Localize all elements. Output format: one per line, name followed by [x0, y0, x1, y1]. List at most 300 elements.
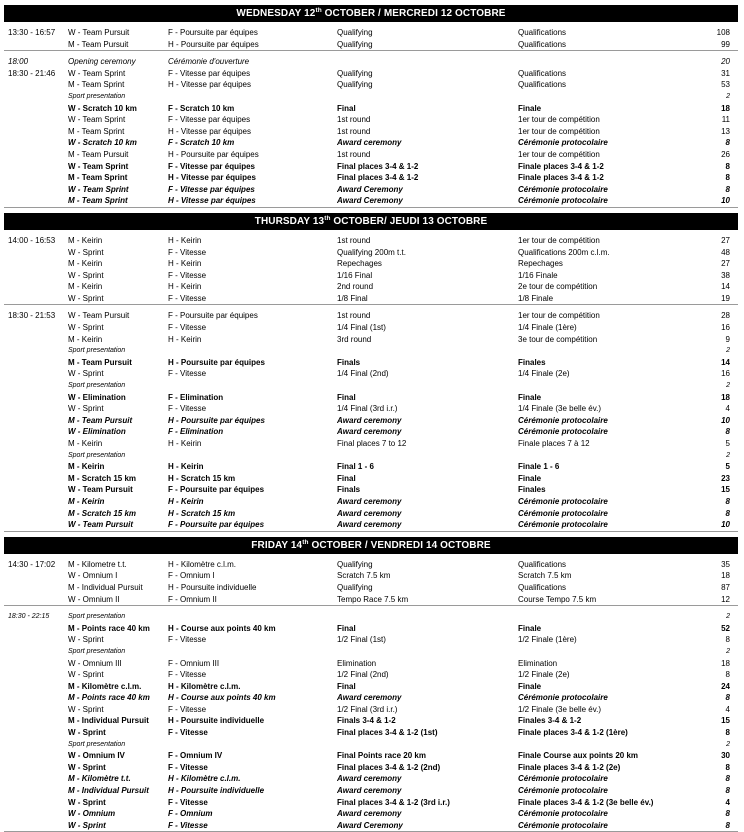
duration-value: 16: [721, 369, 730, 379]
event-name-en: W - Omnium I: [68, 571, 118, 581]
schedule-row: [4, 634, 738, 646]
schedule-row: [4, 392, 738, 404]
event-name-en: M - Keirin: [68, 334, 103, 344]
event-name-en: M - Points race 40 km: [68, 623, 150, 633]
schedule-row: [4, 704, 738, 716]
schedule-row: [4, 345, 738, 357]
round-fr: Cérémonie protocolaire: [518, 196, 608, 206]
round-en: Finals: [337, 357, 361, 367]
duration-value: 8: [725, 427, 730, 437]
schedule-row: [4, 126, 738, 138]
round-en: Award Ceremony: [337, 820, 403, 830]
round-en: Award ceremony: [337, 774, 402, 784]
duration-value: 2: [726, 740, 730, 748]
round-en: Final places 3-4 & 1-2 (1st): [337, 728, 438, 738]
schedule-row: [4, 797, 738, 809]
event-name-en: W - Sprint: [68, 820, 106, 830]
schedule-row: [4, 692, 738, 704]
round-fr: 1/16 Finale: [518, 270, 558, 280]
duration-value: 15: [721, 716, 730, 726]
session-block: [4, 27, 738, 51]
event-name-fr: H - Course aux points 40 km: [168, 693, 276, 703]
round-fr: Qualifications: [518, 68, 567, 78]
event-name-en: M - Team Sprint: [68, 196, 128, 206]
event-name-en: W - Sprint: [68, 728, 106, 738]
round-fr: Finale: [518, 392, 542, 402]
duration-value: 8: [725, 786, 730, 796]
event-name-fr: F - Omnium IV: [168, 751, 223, 761]
event-name-en: W - Team Sprint: [68, 115, 126, 125]
duration-value: 30: [721, 751, 730, 761]
duration-value: 8: [725, 496, 730, 506]
event-name-fr: H - Poursuite individuelle: [168, 786, 265, 796]
session-block: [4, 235, 738, 306]
event-name-en: W - Sprint: [68, 293, 104, 303]
schedule-row: [4, 658, 738, 670]
round-en: Qualifying: [337, 582, 373, 592]
round-fr: Finale places 3-4 & 1-2 (3e belle év.): [518, 797, 654, 807]
session-time: 18:30 - 22:15: [8, 613, 50, 621]
round-fr: 1/2 Finale (1ère): [518, 635, 577, 645]
day-header: FRIDAY 14th OCTOBER / VENDREDI 14 OCTOBRE: [4, 537, 738, 554]
event-name-en: Sport presentation: [68, 451, 126, 459]
schedule-row: [4, 762, 738, 774]
event-name-fr: F - Vitesse: [168, 293, 207, 303]
schedule-row: [4, 559, 738, 571]
duration-value: 8: [725, 728, 730, 738]
schedule-row: [4, 785, 738, 797]
round-fr: Repechages: [518, 259, 563, 269]
event-name-fr: H - Poursuite par équipes: [168, 357, 265, 367]
duration-value: 2: [726, 613, 730, 621]
duration-value: 8: [725, 161, 730, 171]
schedule-row: [4, 438, 738, 450]
event-name-fr: F - Omnium III: [168, 658, 220, 668]
duration-value: 5: [725, 439, 730, 448]
schedule-row: [4, 39, 738, 51]
event-name-fr: H - Keirin: [168, 235, 202, 245]
duration-value: 24: [721, 681, 730, 691]
duration-value: 18: [721, 103, 730, 113]
event-name-en: M - Keirin: [68, 259, 103, 269]
round-en: Final 1 - 6: [337, 462, 374, 472]
schedule-row: [4, 715, 738, 727]
schedule-row: [4, 450, 738, 462]
duration-value: 48: [721, 247, 730, 257]
round-en: Qualifying: [337, 39, 373, 49]
event-name-fr: F - Omnium: [168, 809, 213, 819]
round-en: 1/4 Final (2nd): [337, 369, 389, 379]
round-en: Qualifying: [337, 28, 373, 37]
round-en: Qualifying: [337, 559, 373, 569]
round-fr: Finale places 7 à 12: [518, 439, 590, 448]
event-name-fr: F - Vitesse: [168, 797, 208, 807]
event-name-fr: F - Vitesse: [168, 369, 207, 379]
schedule-row: [4, 611, 738, 623]
round-en: Final Points race 20 km: [337, 751, 426, 761]
event-name-en: W - Sprint: [68, 635, 104, 645]
round-fr: Finale places 3-4 & 1-2: [518, 173, 604, 183]
session-block: [4, 559, 738, 606]
event-name-en: W - Sprint: [68, 247, 104, 257]
schedule-row: [4, 426, 738, 438]
schedule-row: [4, 334, 738, 346]
schedule-row: [4, 473, 738, 485]
session-time: 13:30 - 16:57: [8, 28, 56, 37]
event-name-fr: H - Poursuite individuelle: [168, 582, 257, 592]
event-name-en: M - Keirin: [68, 462, 105, 472]
duration-value: 35: [721, 559, 730, 569]
round-en: 3rd round: [337, 334, 372, 344]
schedule-row: [4, 570, 738, 582]
round-fr: Finale: [518, 623, 542, 633]
event-name-fr: F - Vitesse par équipes: [168, 115, 251, 125]
schedule-row: [4, 646, 738, 658]
event-name-fr: F - Scratch 10 km: [168, 103, 235, 113]
duration-value: 8: [725, 762, 730, 772]
round-fr: Cérémonie protocolaire: [518, 508, 608, 518]
event-name-en: W - Team Sprint: [68, 161, 129, 171]
round-fr: Cérémonie protocolaire: [518, 496, 608, 506]
schedule-row: [4, 669, 738, 681]
round-en: Scratch 7.5 km: [337, 571, 391, 581]
round-fr: Finale 1 - 6: [518, 462, 560, 472]
duration-value: 8: [725, 184, 730, 194]
duration-value: 2: [726, 647, 730, 655]
event-name-en: Sport presentation: [68, 647, 126, 655]
ordinal-suffix: th: [315, 7, 322, 14]
schedule-row: [4, 582, 738, 594]
schedule-row: [4, 739, 738, 751]
event-name-fr: H - Keirin: [168, 334, 202, 344]
round-fr: Finale: [518, 473, 542, 483]
round-fr: Cérémonie protocolaire: [518, 427, 608, 437]
duration-value: 28: [721, 311, 730, 321]
event-name-en: M - Team Pursuit: [68, 149, 129, 159]
round-en: 1st round: [337, 115, 371, 125]
event-name-fr: H - Keirin: [168, 439, 202, 448]
round-en: Final: [337, 623, 356, 633]
event-name-fr: H - Keirin: [168, 282, 202, 292]
event-name-en: W - Sprint: [68, 670, 104, 680]
schedule-row: [4, 484, 738, 496]
schedule-row: [4, 403, 738, 415]
duration-value: 12: [721, 594, 730, 604]
round-fr: 1er tour de compétition: [518, 311, 600, 321]
round-en: Award ceremony: [337, 427, 402, 437]
schedule-row: [4, 357, 738, 369]
event-name-en: M - Kilometre t.t.: [68, 559, 127, 569]
round-fr: Finales 3-4 & 1-2: [518, 716, 582, 726]
round-fr: Cérémonie protocolaire: [518, 184, 608, 194]
event-name-en: M - Keirin: [68, 235, 103, 245]
event-name-en: M - Scratch 15 km: [68, 508, 137, 518]
round-fr: Cérémonie protocolaire: [518, 520, 608, 530]
event-name-fr: H - Vitesse par équipes: [168, 126, 252, 136]
schedule-row: [4, 172, 738, 184]
event-name-en: M - Individual Pursuit: [68, 786, 149, 796]
event-name-fr: H - Vitesse par équipes: [168, 196, 256, 206]
event-name-fr: H - Poursuite par équipes: [168, 39, 259, 49]
schedule-row: [4, 310, 738, 322]
duration-value: 4: [725, 404, 730, 414]
event-name-fr: F - Vitesse: [168, 635, 207, 645]
event-name-en: W - Sprint: [68, 762, 106, 772]
duration-value: 8: [725, 820, 730, 830]
event-name-en: M - Team Sprint: [68, 173, 128, 183]
round-fr: 2e tour de compétition: [518, 282, 598, 292]
duration-value: 38: [721, 270, 730, 280]
event-name-fr: H - Poursuite individuelle: [168, 716, 265, 726]
schedule-row: [4, 508, 738, 520]
event-name-fr: F - Poursuite par équipes: [168, 485, 265, 495]
event-name-fr: F - Omnium I: [168, 571, 215, 581]
event-name-en: Opening ceremony: [68, 57, 136, 67]
duration-value: 13: [721, 126, 730, 136]
event-name-fr: F - Scratch 10 km: [168, 138, 235, 148]
round-fr: Finale places 3-4 & 1-2 (2e): [518, 762, 621, 772]
round-en: 1/2 Final (3rd i.r.): [337, 704, 398, 714]
event-name-en: Sport presentation: [68, 382, 126, 390]
round-en: 1/4 Final (3rd i.r.): [337, 404, 398, 414]
round-en: Final places 3-4 & 1-2 (3rd i.r.): [337, 797, 450, 807]
round-fr: 1er tour de compétition: [518, 149, 600, 159]
round-fr: 1er tour de compétition: [518, 126, 600, 136]
round-en: Award Ceremony: [337, 196, 403, 206]
duration-value: 26: [721, 149, 730, 159]
event-name-fr: F - Vitesse: [168, 270, 207, 280]
event-name-en: W - Omnium III: [68, 658, 122, 668]
schedule-row: [4, 623, 738, 635]
day-header: THURSDAY 13th OCTOBER/ JEUDI 13 OCTOBRE: [4, 213, 738, 230]
duration-value: 8: [725, 774, 730, 784]
event-name-fr: H - Kilomètre c.l.m.: [168, 681, 241, 691]
event-name-en: M - Scratch 15 km: [68, 473, 137, 483]
event-name-en: W - Team Sprint: [68, 184, 129, 194]
duration-value: 8: [725, 173, 730, 183]
duration-value: 4: [725, 704, 730, 714]
event-name-en: W - Omnium: [68, 809, 116, 819]
schedule-row: [4, 137, 738, 149]
event-name-en: M - Keirin: [68, 439, 103, 448]
duration-value: 87: [721, 582, 730, 592]
event-name-fr: F - Vitesse par équipes: [168, 161, 255, 171]
schedule-row: [4, 496, 738, 508]
event-name-en: M - Team Sprint: [68, 126, 125, 136]
event-name-en: M - Kilomètre t.t.: [68, 774, 131, 784]
schedule-row: [4, 773, 738, 785]
event-name-en: M - Individual Pursuit: [68, 582, 143, 592]
schedule-row: [4, 681, 738, 693]
event-name-fr: H - Vitesse par équipes: [168, 173, 256, 183]
round-fr: Cérémonie protocolaire: [518, 693, 608, 703]
duration-value: 8: [725, 693, 730, 703]
duration-value: 8: [725, 635, 730, 645]
round-fr: Cérémonie protocolaire: [518, 809, 608, 819]
event-name-fr: F - Vitesse: [168, 404, 207, 414]
schedule-row: [4, 293, 738, 305]
event-name-fr: H - Kilomètre c.l.m.: [168, 774, 241, 784]
round-fr: Finale Course aux points 20 km: [518, 751, 639, 761]
duration-value: 14: [721, 357, 730, 367]
duration-value: 27: [721, 235, 730, 245]
event-name-en: Sport presentation: [68, 613, 126, 621]
schedule-row: [4, 820, 738, 832]
duration-value: 27: [721, 259, 730, 269]
event-name-fr: F - Elimination: [168, 427, 224, 437]
duration-value: 52: [721, 623, 730, 633]
round-fr: Finale: [518, 103, 542, 113]
duration-value: 99: [721, 39, 730, 49]
schedule-row: [4, 103, 738, 115]
duration-value: 20: [721, 57, 730, 67]
round-en: 1st round: [337, 235, 371, 245]
duration-value: 23: [721, 473, 730, 483]
schedule-row: [4, 415, 738, 427]
round-en: Award ceremony: [337, 508, 402, 518]
duration-value: 18: [721, 392, 730, 402]
round-en: Award ceremony: [337, 786, 402, 796]
event-name-fr: H - Scratch 15 km: [168, 508, 236, 518]
round-en: Final places 3-4 & 1-2 (2nd): [337, 762, 441, 772]
duration-value: 18: [721, 571, 730, 581]
event-name-en: W - Team Sprint: [68, 68, 126, 78]
round-en: Award ceremony: [337, 138, 402, 148]
event-name-fr: F - Poursuite par équipes: [168, 520, 265, 530]
event-name-fr: H - Keirin: [168, 259, 202, 269]
round-en: Award ceremony: [337, 520, 402, 530]
event-name-fr: F - Vitesse: [168, 670, 207, 680]
event-name-en: W - Omnium IV: [68, 751, 125, 761]
round-fr: Finales: [518, 485, 546, 495]
round-fr: 1/4 Finale (3e belle év.): [518, 404, 602, 414]
event-name-fr: H - Poursuite par équipes: [168, 149, 259, 159]
event-name-en: W - Sprint: [68, 404, 104, 414]
schedule-row: [4, 281, 738, 293]
schedule-row: [4, 91, 738, 103]
round-fr: 1/2 Finale (2e): [518, 670, 570, 680]
event-name-fr: F - Omnium II: [168, 594, 217, 604]
duration-value: 2: [726, 382, 730, 390]
schedule-row: [4, 68, 738, 80]
round-fr: 1/4 Finale (2e): [518, 369, 570, 379]
event-name-fr: F - Vitesse par équipes: [168, 68, 251, 78]
schedule-row: [4, 184, 738, 196]
round-fr: Qualifications: [518, 80, 567, 90]
round-fr: Qualifications: [518, 28, 567, 37]
event-name-en: W - Elimination: [68, 392, 126, 402]
event-name-en: M - Points race 40 km: [68, 693, 150, 703]
duration-value: 9: [725, 334, 730, 344]
event-name-fr: Cérémonie d'ouverture: [168, 57, 250, 67]
round-en: 1/2 Final (2nd): [337, 670, 389, 680]
round-en: Qualifying 200m t.t.: [337, 247, 406, 257]
schedule-row: [4, 235, 738, 247]
schedule-row: [4, 247, 738, 259]
round-en: Finals: [337, 485, 361, 495]
schedule-row: [4, 149, 738, 161]
event-name-fr: H - Scratch 15 km: [168, 473, 236, 483]
round-en: 1st round: [337, 126, 371, 136]
event-name-en: M - Team Pursuit: [68, 357, 132, 367]
round-en: Repechages: [337, 259, 382, 269]
event-name-fr: F - Elimination: [168, 392, 224, 402]
round-en: Final: [337, 103, 356, 113]
event-name-en: Sport presentation: [68, 92, 126, 100]
session-time: 14:00 - 16:53: [8, 235, 56, 245]
event-name-fr: H - Poursuite par équipes: [168, 415, 265, 425]
event-name-en: M - Team Pursuit: [68, 39, 129, 49]
duration-value: 8: [725, 809, 730, 819]
duration-value: 4: [725, 797, 730, 807]
round-fr: Cérémonie protocolaire: [518, 138, 608, 148]
round-en: Qualifying: [337, 80, 373, 90]
round-en: 1/8 Final: [337, 293, 368, 303]
duration-value: 8: [725, 138, 730, 148]
round-en: Award Ceremony: [337, 184, 403, 194]
schedule-row: [4, 368, 738, 380]
schedule-row: [4, 56, 738, 68]
duration-value: 2: [726, 347, 730, 355]
schedule-row: [4, 808, 738, 820]
duration-value: 19: [721, 293, 730, 303]
session-time: 18:30 - 21:46: [8, 68, 56, 78]
schedule-row: [4, 750, 738, 762]
duration-value: 2: [726, 451, 730, 459]
round-en: Qualifying: [337, 68, 373, 78]
schedule-row: [4, 519, 738, 531]
round-en: 1/4 Final (1st): [337, 323, 386, 333]
event-name-fr: F - Poursuite par équipes: [168, 311, 258, 321]
round-en: 2nd round: [337, 282, 374, 292]
round-fr: Qualifications: [518, 582, 567, 592]
event-name-fr: F - Vitesse: [168, 762, 208, 772]
schedule-row: [4, 195, 738, 207]
duration-value: 5: [725, 462, 730, 472]
duration-value: 15: [721, 485, 730, 495]
duration-value: 8: [725, 508, 730, 518]
duration-value: 31: [721, 68, 730, 78]
event-name-en: M - Kilomètre c.l.m.: [68, 681, 142, 691]
schedule-row: [4, 594, 738, 606]
event-name-en: W - Team Pursuit: [68, 28, 130, 37]
event-name-en: Sport presentation: [68, 347, 126, 355]
schedule-row: [4, 270, 738, 282]
round-fr: Course Tempo 7.5 km: [518, 594, 597, 604]
round-fr: Cérémonie protocolaire: [518, 774, 608, 784]
event-name-fr: H - Keirin: [168, 462, 204, 472]
round-fr: Finale: [518, 681, 542, 691]
event-name-en: W - Scratch 10 km: [68, 103, 137, 113]
event-name-fr: F - Vitesse: [168, 820, 208, 830]
schedule-row: [4, 114, 738, 126]
round-en: Final places 3-4 & 1-2: [337, 161, 419, 171]
event-name-en: W - Elimination: [68, 427, 126, 437]
round-en: Final: [337, 681, 356, 691]
round-fr: Qualifications: [518, 39, 567, 49]
event-name-en: W - Sprint: [68, 369, 104, 379]
duration-value: 11: [721, 115, 730, 125]
event-name-en: Sport presentation: [68, 740, 126, 748]
round-fr: 1/4 Finale (1ère): [518, 323, 577, 333]
round-en: 1/16 Final: [337, 270, 373, 280]
ordinal-suffix: th: [324, 214, 331, 222]
round-fr: Finales: [518, 357, 546, 367]
round-fr: Elimination: [518, 658, 558, 668]
event-name-en: W - Sprint: [68, 323, 104, 333]
duration-value: 14: [721, 282, 730, 292]
event-name-en: W - Scratch 10 km: [68, 138, 137, 148]
